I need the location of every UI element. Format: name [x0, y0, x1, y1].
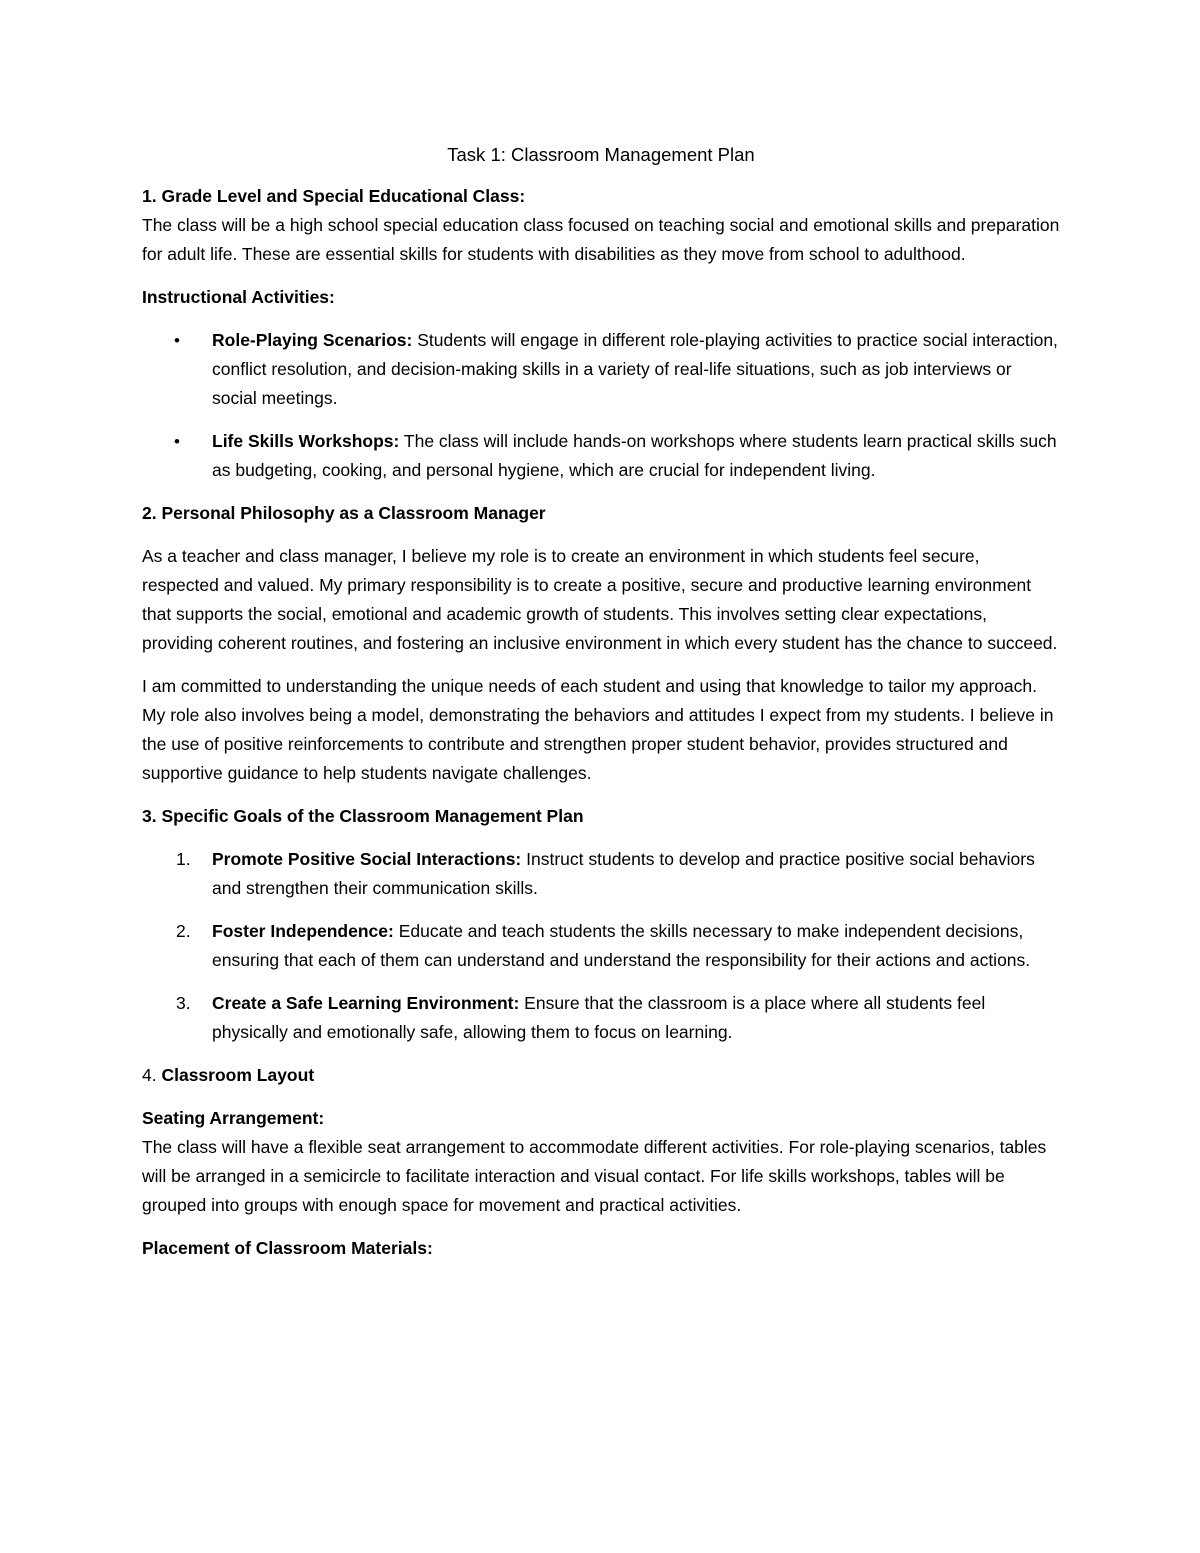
goal-term: Promote Positive Social Interactions: — [212, 849, 522, 869]
section-3-heading: 3. Specific Goals of the Classroom Management Plan — [142, 806, 584, 826]
goal-number: 2. — [176, 921, 191, 941]
activity-text: Students will engage in different role-playing activities to practice social interaction, conflict resolution, and decision-making skills in a variety of real-life situations, such as job interviews or social meetings. — [212, 330, 1058, 408]
document-page — [142, 140, 1060, 1277]
list-item — [142, 989, 1060, 1047]
instructional-activities-heading: Instructional Activities: — [142, 287, 335, 307]
activity-text: The class will include hands-on workshops where students learn practical skills such as budgeting, cooking, and personal hygiene, which are crucial for independent living. — [212, 431, 1057, 480]
goal-text: Ensure that the classroom is a place where all students feel physically and emotionally safe, allowing them to focus on learning. — [212, 993, 986, 1042]
instructional-activities-list — [142, 326, 1060, 485]
section-4-number: 4. — [142, 1065, 162, 1085]
seating-arrangement-heading: Seating Arrangement: — [142, 1108, 325, 1128]
list-item — [142, 427, 1060, 485]
list-item — [142, 845, 1060, 903]
section-2-paragraph-1: As a teacher and class manager, I believe my role is to create an environment in which students feel secure, respected and valued. My primary responsibility is to create a positive, secure and productive learning environment that supports the social, emotional and academic growth of students. This involves setting clear expectations, providing coherent routines, and fostering an inclusive environment in which every student has the chance to succeed. — [142, 546, 1058, 653]
goal-text: Instruct students to develop and practice positive social behaviors and strengthen their communication skills. — [212, 849, 1035, 898]
section-4-heading — [142, 1061, 1060, 1090]
materials-placement-heading: Placement of Classroom Materials: — [142, 1238, 433, 1258]
section-1-body: The class will be a high school special education class focused on teaching social and emotional skills and preparation for adult life. These are essential skills for students with disabilities as they move from school to adulthood. — [142, 215, 1060, 264]
goal-text: Educate and teach students the skills necessary to make independent decisions, ensuring that each of them can understand and understand the responsibility for their actions and actions. — [212, 921, 1031, 970]
section-2-heading: 2. Personal Philosophy as a Classroom Manager — [142, 503, 546, 523]
goals-list — [142, 845, 1060, 1047]
section-4-title: Classroom Layout — [161, 1065, 315, 1085]
list-item — [142, 917, 1060, 975]
bullet-icon: • — [174, 432, 180, 451]
activity-term: Role-Playing Scenarios: — [212, 330, 413, 350]
activity-term: Life Skills Workshops: — [212, 431, 400, 451]
section-1-heading: 1. Grade Level and Special Educational Class: — [142, 186, 526, 206]
goal-number: 3. — [176, 993, 191, 1013]
document-title: Task 1: Classroom Management Plan — [447, 144, 755, 165]
goal-term: Create a Safe Learning Environment: — [212, 993, 520, 1013]
goal-term: Foster Independence: — [212, 921, 394, 941]
seating-arrangement-body: The class will have a flexible seat arrangement to accommodate different activities. For role-playing scenarios, tables will be arranged in a semicircle to facilitate interaction and visual contact. For life skills workshops, tables will be grouped into groups with enough space for movement and practical activities. — [142, 1137, 1047, 1215]
bullet-icon: • — [174, 331, 180, 350]
goal-number: 1. — [176, 849, 191, 869]
section-2-paragraph-2: I am committed to understanding the unique needs of each student and using that knowledge to tailor my approach. My role also involves being a model, demonstrating the behaviors and attitudes I expect from my students. I believe in the use of positive reinforcements to contribute and strengthen proper student behavior, provides structured and supportive guidance to help students navigate challenges. — [142, 676, 1054, 783]
list-item — [142, 326, 1060, 413]
